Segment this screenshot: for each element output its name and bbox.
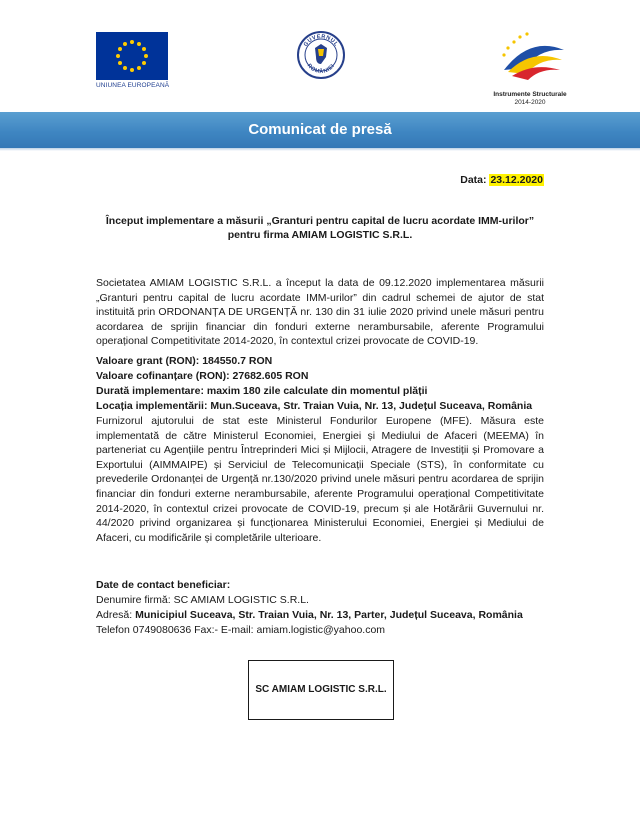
press-release-banner: Comunicat de presă — [0, 112, 640, 148]
grant-value: 184550.7 RON — [202, 355, 273, 367]
location-value: Mun.Suceava, Str. Traian Vuia, Nr. 13, Județul Suceava, România — [210, 400, 533, 412]
eu-logo — [96, 32, 168, 89]
contact-heading: Date de contact beneficiar: — [96, 579, 231, 591]
eu-flag-icon — [96, 32, 168, 80]
banner-shadow — [0, 148, 640, 151]
release-date — [460, 174, 544, 186]
address-value: Municipiul Suceava, Str. Traian Vuia, Nr. 13, Parter, Județul Suceava, România — [135, 609, 523, 621]
cofin-label: Valoare cofinanțare (RON): — [96, 370, 230, 382]
gov-text-top: GUVERNUL — [302, 33, 340, 48]
date-label: Data: — [460, 174, 487, 186]
document-title: Început implementare a măsurii „Granturi pentru capital de lucru acordate IMM-urilor” pentru firma AMIAM LOGISTIC S.R.L. — [105, 215, 535, 241]
is-caption — [484, 91, 576, 107]
government-seal-icon — [296, 30, 346, 80]
structural-instruments-logo — [484, 28, 576, 107]
is-caption-years: 2014-2020 — [514, 99, 546, 106]
gov-text-bottom: ROMÂNIEI — [305, 62, 337, 76]
eu-caption: UNIUNEA EUROPEANĂ — [96, 82, 170, 89]
company-stamp-box: SC AMIAM LOGISTIC S.R.L. — [248, 660, 394, 720]
date-value: 23.12.2020 — [490, 174, 543, 186]
location-label: Locația implementării: — [96, 400, 208, 412]
cofinancing-value-line — [96, 369, 544, 384]
firm-value: SC AMIAM LOGISTIC S.R.L. — [173, 594, 309, 606]
location-line — [96, 399, 544, 414]
address-line — [96, 608, 544, 623]
is-caption-title: Instrumente Structurale — [493, 91, 567, 98]
address-label: Adresă: — [96, 609, 133, 621]
intro-paragraph: Societatea AMIAM LOGISTIC S.R.L. a început la data de 09.12.2020 implementarea măsurii „Granturi pentru capital de lucru acordate IMM-urilor” din cadrul schemei de ajutor de stat instituită prin ORDONANȚA DE URGENȚĂ nr. 130 din 31 iulie 2020 privind unele măsuri pentru acordarea de sprijin financiar din fonduri externe nerambursabile, aferente Programului operațional Competitivitate 2014-2020, în contextul crizei provocate de COVID-19. — [96, 277, 544, 348]
phone-email-line: Telefon 0749080636 Fax:- E-mail: amiam.logistic@yahoo.com — [96, 624, 386, 636]
structural-instruments-icon — [484, 28, 576, 86]
firm-line — [96, 593, 544, 608]
grant-value-line — [96, 354, 544, 369]
grant-label: Valoare grant (RON): — [96, 355, 200, 367]
firm-label: Denumire firmă: — [96, 594, 171, 606]
body-paragraph: Furnizorul ajutorului de stat este Ministerul Fondurilor Europene (MFE). Măsura este implementată de către Ministerul Economiei, Energiei și Mediului de Afaceri (MEEMA) în parteneriat cu Agențiile pentru Întreprinderi Mici și Mijlocii, Atragere de Investiții și Promovare a Exportului (AIMMAIPE) și Serviciul de Telecomunicații Speciale (STS), în conformitate cu prevederile Ordonanței de Urgență nr.130/2020 privind unele măsuri pentru acordarea de sprijin financiar din fonduri externe nerambursabile, aferente Programului operațional Competitivitate 2014-2020, în contextul crizei provocate de COVID-19, precum și ale Hotărârii Guvernului nr. 44/2020 privind organizarea și funcționarea Ministerului Economiei, Energiei și Mediului de Afaceri, cu modificările și completările ulterioare. — [96, 415, 544, 544]
duration-line: Durată implementare: maxim 180 zile calculate din momentul plății — [96, 385, 428, 397]
cofin-value: 27682.605 RON — [232, 370, 309, 382]
